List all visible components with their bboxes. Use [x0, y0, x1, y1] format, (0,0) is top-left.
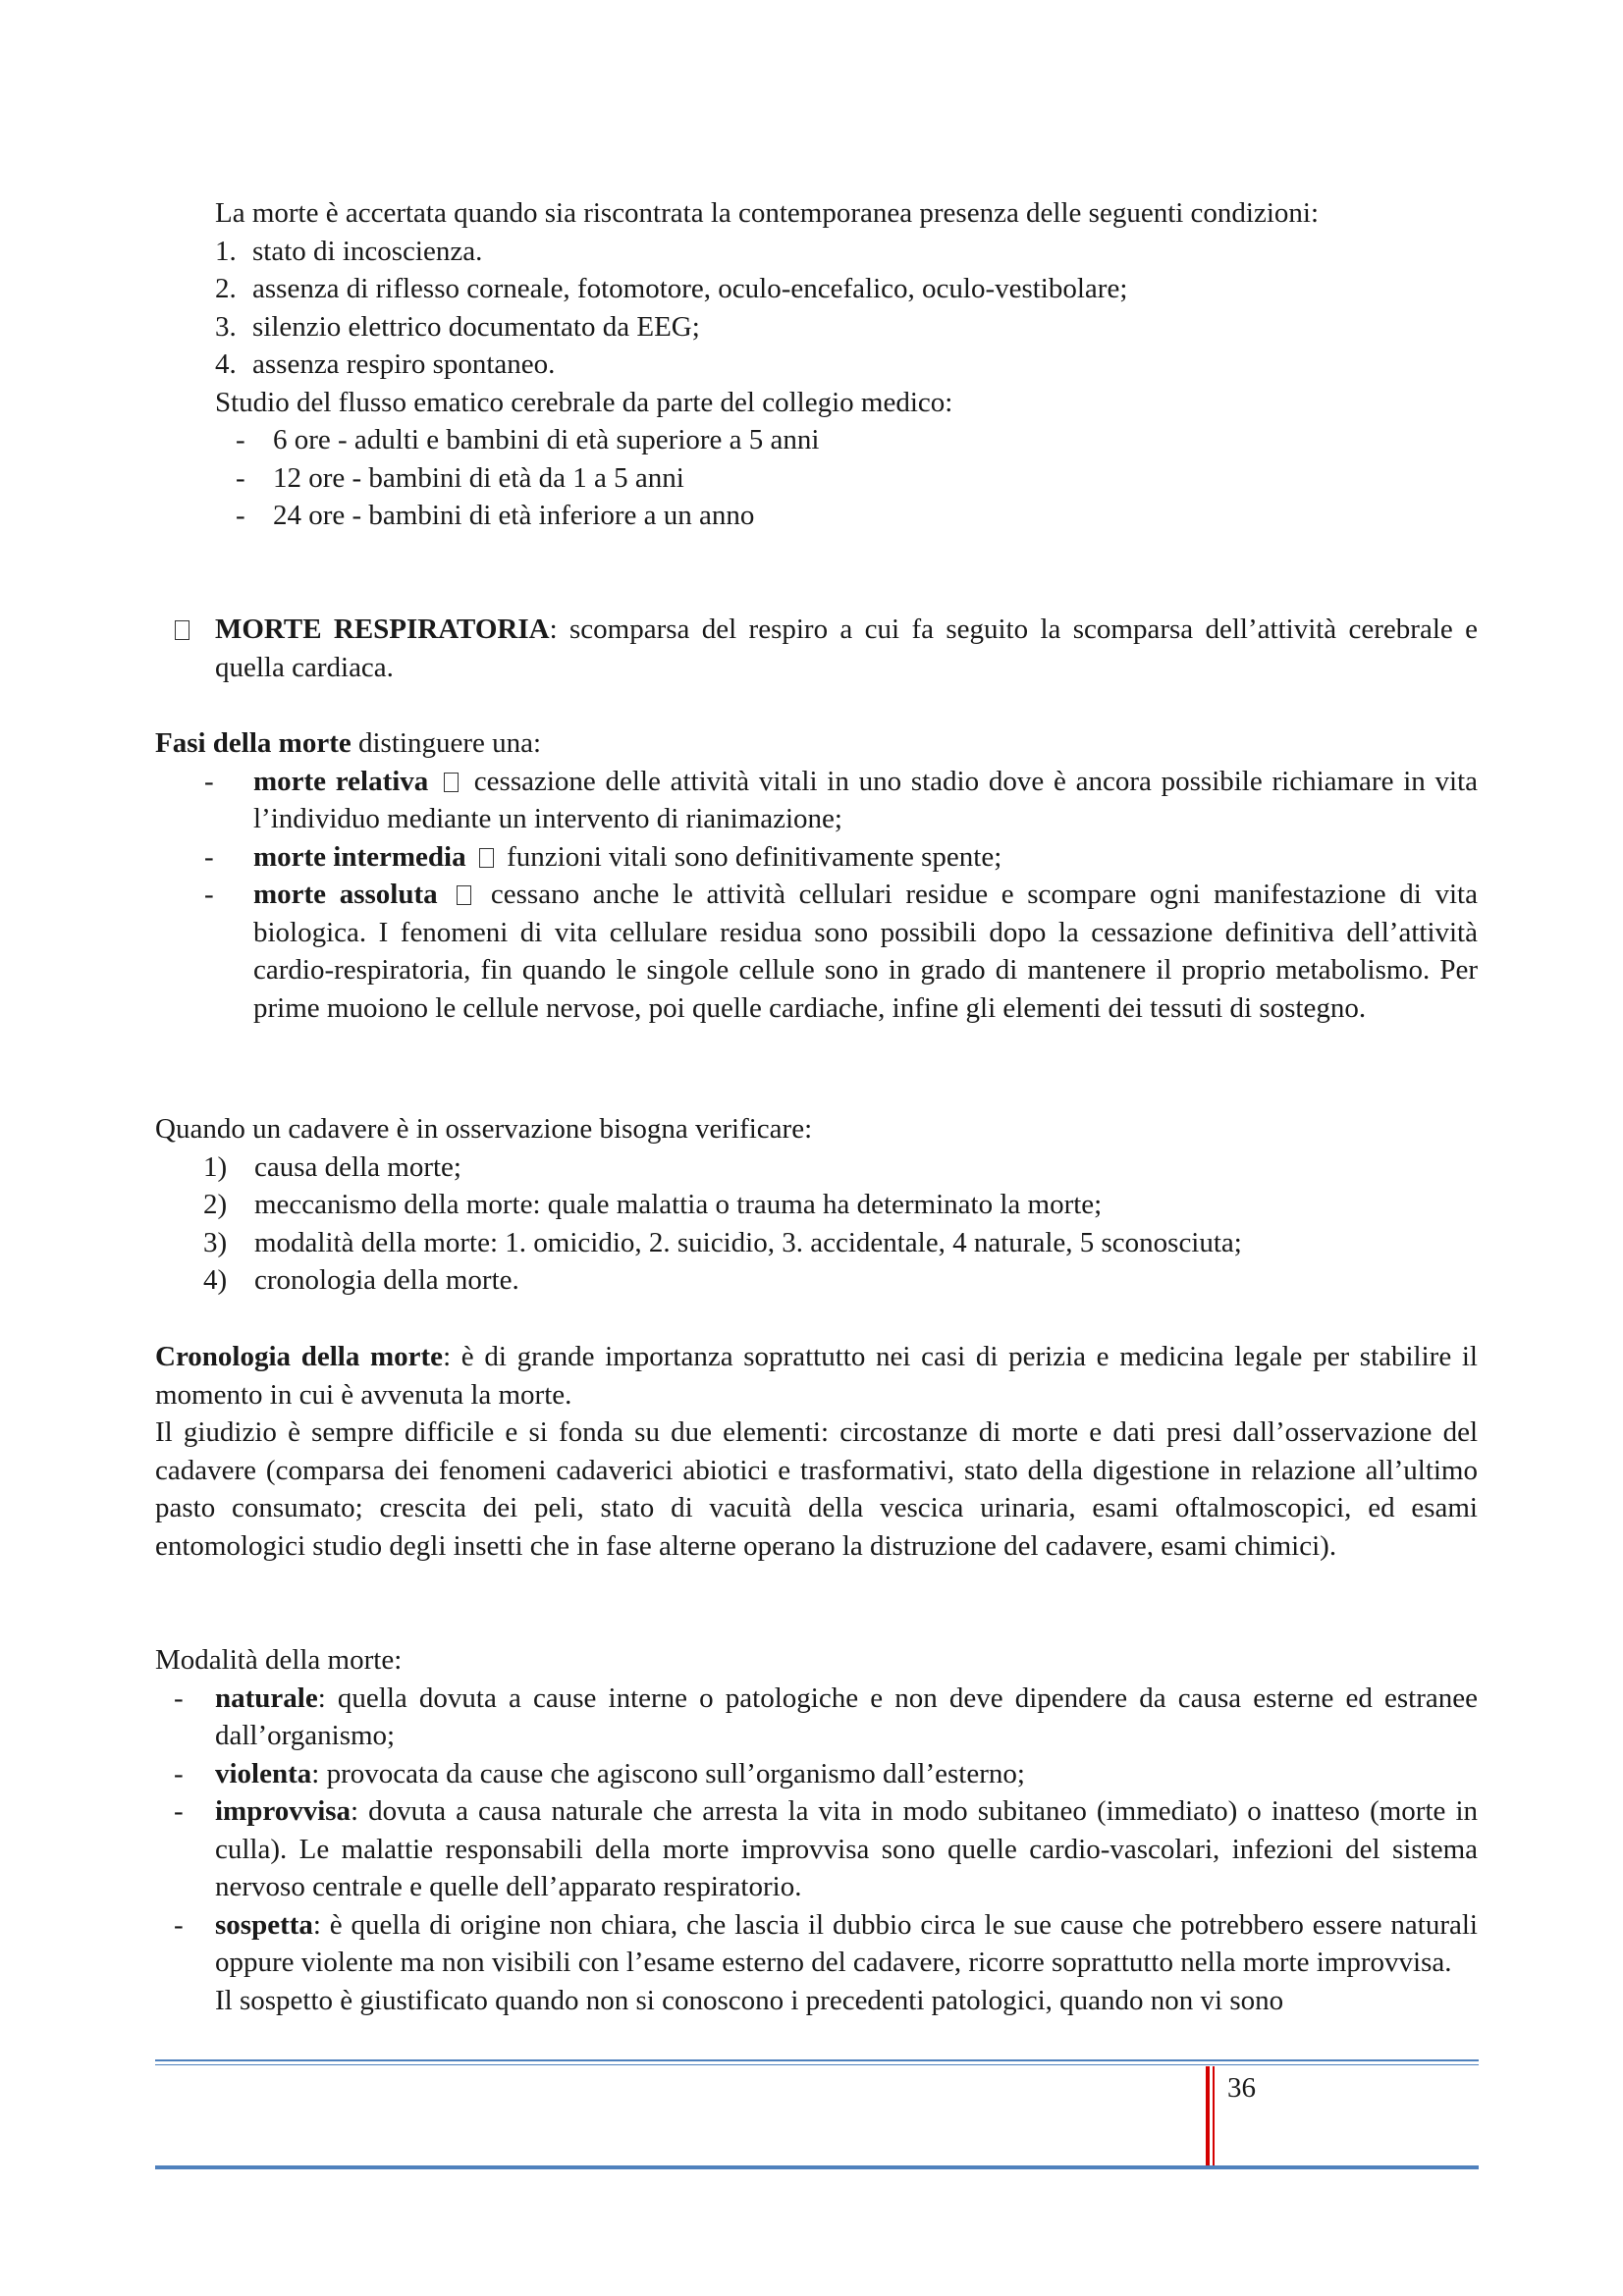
phase-item-text	[253, 838, 1478, 877]
phase-term: morte relativa	[253, 765, 429, 797]
modality-description: : quella dovuta a cause interne o patologiche e non deve dipendere da causa esterne ed estranee dall’organismo;	[215, 1682, 1478, 1751]
dash-bullet: -	[236, 500, 245, 531]
dash-bullet: -	[204, 765, 214, 797]
respiratory-death-text	[175, 611, 1478, 686]
condition-text: silenzio elettrico documentato da EEG;	[252, 310, 700, 343]
modality-item-text	[215, 1792, 1478, 1906]
phase-item-text	[253, 876, 1478, 1027]
condition-number: 2.	[215, 273, 237, 304]
phase-item	[155, 838, 1478, 877]
chronology-judgement-paragraph: Il giudizio è sempre difficile e si fonda su due elementi: circostanze di morte e dati presi dall’osservazione del cadavere (comparsa dei fenomeni cadaverici abiotici e trasformativi, stato della digestione in relazione all’ultimo pasto consumato; crescita dei peli, stato di vacuità della vescica urinaria, esami oftalmoscopici, ed esami entomologici studio degli insetti che in fase alterne operano la distruzione del cadavere, esami chimici).	[155, 1416, 1478, 1562]
modality-section	[155, 1641, 1478, 2019]
observation-text: modalità della morte: 1. omicidio, 2. suicidio, 3. accidentale, 4 naturale, 5 sconosciuta;	[254, 1226, 1242, 1258]
dash-bullet: -	[236, 461, 245, 494]
footer-top-rule-thin	[155, 2064, 1479, 2065]
observation-intro: Quando un cadavere è in osservazione bisogna verificare:	[155, 1113, 813, 1145]
modality-description: : provocata da cause che agiscono sull’organismo dall’esterno;	[311, 1757, 1025, 1789]
modality-suspicion-paragraph: Il sospetto è giustificato quando non si conoscono i precedenti patologici, quando non vi sono	[215, 1984, 1284, 2016]
flow-study-intro: Studio del flusso ematico cerebrale da parte del collegio medico:	[215, 386, 953, 418]
respiratory-death-description: : scomparsa del respiro a cui fa seguito la scomparsa dell’attività cerebrale e quella cardiaca.	[215, 614, 1478, 683]
bullet-glyph-icon	[175, 611, 189, 649]
dash-bullet: -	[174, 1757, 184, 1789]
chronology-term: Cronologia della morte	[155, 1341, 444, 1372]
observation-text: causa della morte;	[254, 1150, 461, 1183]
observation-item	[155, 1261, 1478, 1300]
modality-term: violenta	[215, 1757, 312, 1789]
modality-item	[155, 1906, 1478, 1982]
flow-study-list	[215, 421, 1478, 535]
flow-item	[215, 421, 1478, 459]
footer-bottom-rule	[155, 2165, 1479, 2169]
modality-term: improvvisa	[215, 1795, 352, 1827]
arrow-glyph-icon	[479, 848, 494, 868]
condition-text: assenza respiro spontaneo.	[252, 348, 556, 380]
condition-item	[215, 308, 1478, 347]
condition-item	[215, 233, 1478, 271]
condition-number: 1.	[215, 235, 237, 267]
flow-item-text: 12 ore - bambini di età da 1 a 5 anni	[273, 461, 684, 494]
phase-item-text	[253, 763, 1478, 838]
dash-bullet: -	[174, 1795, 184, 1827]
modality-item-text	[215, 1680, 1478, 1755]
respiratory-death-term: MORTE RESPIRATORIA	[215, 614, 550, 645]
phase-description: cessano anche le attività cellulari residue e scompare ogni manifestazione di vita biologica. I fenomeni di vita cellulare residua sono possibili dopo la cessazione definitiva dell’attività cardio-respiratoria, fin quando le singole cellule sono in grado di mantenere il proprio metabolismo. Per prime muoiono le cellule nervose, poi quelle cardiache, infine gli elementi dei tessuti di sostegno.	[253, 879, 1478, 1024]
dash-bullet: -	[236, 424, 245, 455]
respiratory-death-section	[175, 611, 1478, 686]
chronology-section	[155, 1338, 1478, 1565]
modality-term: naturale	[215, 1682, 318, 1714]
phase-term: morte intermedia	[253, 840, 466, 873]
death-phases-title: Fasi della morte	[155, 727, 352, 759]
condition-number: 3.	[215, 310, 237, 343]
dash-bullet: -	[174, 1682, 184, 1714]
observation-number: 2)	[203, 1189, 228, 1220]
modality-description: : è quella di origine non chiara, che lascia il dubbio circa le sue cause che potrebbero essere naturali oppure violente ma non visibili con l’esame esterno del cadavere, ricorre soprattutto nella morte improvvisa.	[215, 1908, 1478, 1978]
observation-text: meccanismo della morte: quale malattia o trauma ha determinato la morte;	[254, 1189, 1103, 1220]
condition-item	[215, 270, 1478, 308]
observation-number: 4)	[203, 1264, 228, 1296]
modality-description: : dovuta a causa naturale che arresta la vita in modo subitaneo (immediato) o inatteso (morte in culla). Le malattie responsabili della morte improvvisa sono quelle cardio-vascolari, infezioni del sistema nervoso centrale e quelle dell’apparato respiratorio.	[215, 1795, 1478, 1902]
footer-top-rule	[155, 2059, 1479, 2061]
modality-item-text	[215, 1906, 1478, 1982]
death-phases-title-rest: distinguere una:	[351, 727, 542, 759]
dash-bullet: -	[204, 879, 214, 910]
observation-item	[155, 1148, 1478, 1187]
observation-number: 3)	[203, 1226, 228, 1258]
flow-item-text: 24 ore - bambini di età inferiore a un anno	[273, 500, 755, 531]
chronology-paragraph	[155, 1338, 1478, 1414]
conditions-list	[215, 233, 1478, 384]
condition-item	[215, 346, 1478, 384]
observation-text: cronologia della morte.	[254, 1264, 519, 1296]
footer-accent-bar	[1206, 2066, 1210, 2166]
dash-bullet: -	[204, 840, 214, 873]
condition-number: 4.	[215, 348, 237, 380]
modality-item	[155, 1755, 1478, 1793]
death-phases-heading	[155, 724, 1478, 763]
phase-item	[155, 876, 1478, 1027]
phase-term: morte assoluta	[253, 879, 438, 910]
death-criteria-intro: La morte è accertata quando sia riscontrata la contemporanea presenza delle seguenti condizioni:	[215, 197, 1320, 229]
phase-item	[155, 763, 1478, 838]
phase-description: funzioni vitali sono definitivamente spente;	[499, 840, 1002, 873]
flow-item	[215, 497, 1478, 535]
death-criteria-section	[215, 194, 1478, 535]
chronology-description: : è di grande importanza soprattutto nei casi di perizia e medicina legale per stabilire il momento in cui è avvenuta la morte.	[155, 1341, 1478, 1411]
page-number: 36	[1227, 2072, 1256, 2104]
condition-text: stato di incoscienza.	[252, 235, 483, 267]
observation-section	[155, 1110, 1478, 1300]
modality-term: sospetta	[215, 1908, 313, 1941]
death-phases-section	[155, 724, 1478, 1027]
modality-intro: Modalità della morte:	[155, 1644, 403, 1676]
observation-number: 1)	[203, 1150, 228, 1183]
observation-item	[155, 1224, 1478, 1262]
arrow-glyph-icon	[444, 773, 459, 792]
dash-bullet: -	[174, 1908, 184, 1941]
condition-text: assenza di riflesso corneale, fotomotore, oculo-encefalico, oculo-vestibolare;	[252, 273, 1128, 304]
footer-accent-bar-thin	[1213, 2066, 1215, 2166]
modality-item-text	[215, 1755, 1478, 1793]
flow-item-text: 6 ore - adulti e bambini di età superiore a 5 anni	[273, 424, 820, 455]
modality-item	[155, 1792, 1478, 1906]
arrow-glyph-icon	[457, 885, 471, 905]
flow-item	[215, 459, 1478, 498]
modality-item	[155, 1680, 1478, 1755]
observation-item	[155, 1186, 1478, 1224]
phase-description: cessazione delle attività vitali in uno stadio dove è ancora possibile richiamare in vita l’individuo mediante un intervento di rianimazione;	[253, 765, 1478, 834]
